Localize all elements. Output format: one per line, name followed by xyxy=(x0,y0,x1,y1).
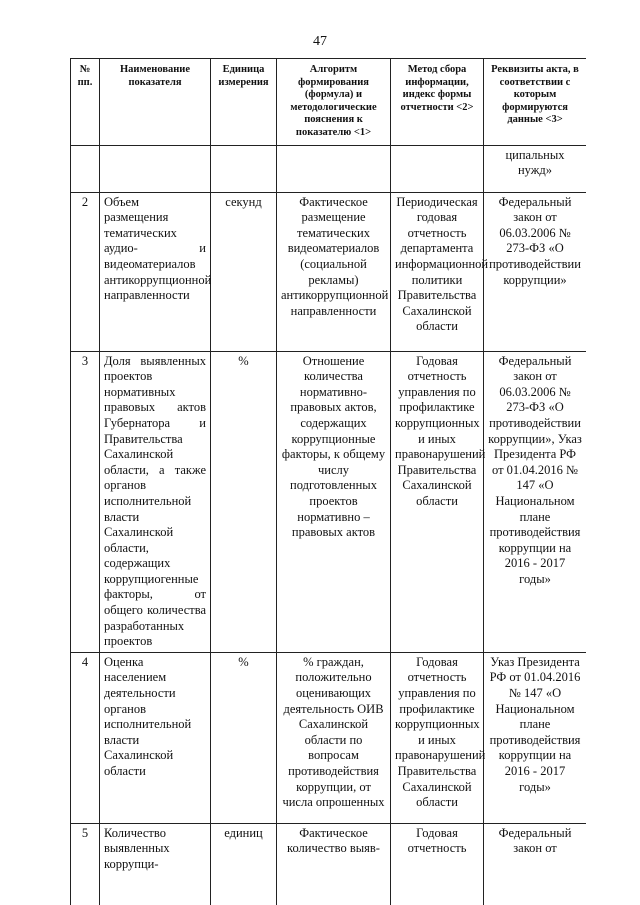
cell-indicator-name: Оценка населением деятельности органов исполнительной власти Сахалинской области xyxy=(100,652,211,823)
cell-number: 5 xyxy=(71,823,100,905)
header-number: № пп. xyxy=(71,59,100,146)
cell-algorithm: % граждан, положительно оценивающих деятельность ОИВ Сахалинской области по вопросам противодействия коррупции, от числа опрошенных xyxy=(277,652,391,823)
header-collection-method: Метод сбора информации, индекс формы отчетности <2> xyxy=(391,59,484,146)
cell-indicator-name: Объем размещения тематических аудио- и видеоматериалов антикоррупционной направленности xyxy=(100,192,211,351)
cell-algorithm: Фактическое размещение тематических видеоматериалов (социальной рекламы) антикоррупционной направленности xyxy=(277,192,391,351)
table-row xyxy=(71,351,587,652)
header-act-details: Реквизиты акта, в соответствии с которым формируются данные <3> xyxy=(484,59,587,146)
cell-number: 2 xyxy=(71,192,100,351)
indicator-table xyxy=(70,58,586,905)
table-row xyxy=(71,652,587,823)
cell-act-details: ципальных нужд» xyxy=(484,145,587,192)
table-row xyxy=(71,823,587,905)
cell-unit xyxy=(211,145,277,192)
header-indicator-name: Наименование показателя xyxy=(100,59,211,146)
cell-indicator-name: Доля выявленных проектов нормативных правовых актов Губернатора и Правительства Сахалинской области, а также органов исполнительной власти Сахалинской области, содержащих коррупциогенные факторы, от общего количества разработанных проектов xyxy=(100,351,211,652)
header-algorithm: Алгоритм формирования (формула) и методологические пояснения к показателю <1> xyxy=(277,59,391,146)
cell-number: 4 xyxy=(71,652,100,823)
table-row xyxy=(71,192,587,351)
cell-number: 3 xyxy=(71,351,100,652)
cell-number xyxy=(71,145,100,192)
cell-collection-method: Годовая отчетность управления по профилактике коррупционных и иных правонарушений Правительства Сахалинской области xyxy=(391,351,484,652)
cell-unit: секунд xyxy=(211,192,277,351)
cell-collection-method: Периодическая годовая отчетность департамента информационной политики Правительства Сахалинской области xyxy=(391,192,484,351)
cell-indicator-name: Количество выявленных коррупци- xyxy=(100,823,211,905)
cell-indicator-name xyxy=(100,145,211,192)
cell-algorithm: Отношение количества нормативно-правовых актов, содержащих коррупционные факторы, к общему числу подготовленных проектов нормативно – правовых актов xyxy=(277,351,391,652)
cell-act-details: Федеральный закон от 06.03.2006 № 273-ФЗ «О противодействии коррупции», Указ Президента РФ от 01.04.2016 № 147 «О Национальном плане противодействия коррупции на 2016 - 2017 годы» xyxy=(484,351,587,652)
document-sheet xyxy=(70,58,586,905)
cell-collection-method: Годовая отчетность управления по профилактике коррупционных и иных правонарушений Правительства Сахалинской области xyxy=(391,652,484,823)
cell-collection-method: Годовая отчетность xyxy=(391,823,484,905)
cell-unit: % xyxy=(211,652,277,823)
cell-unit: % xyxy=(211,351,277,652)
cell-collection-method xyxy=(391,145,484,192)
table-row-continued xyxy=(71,145,587,192)
header-unit: Единица измерения xyxy=(211,59,277,146)
page-number: 47 xyxy=(313,34,327,49)
cell-act-details: Указ Президента РФ от 01.04.2016 № 147 «О Национальном плане противодействия коррупции на 2016 - 2017 годы» xyxy=(484,652,587,823)
cell-algorithm xyxy=(277,145,391,192)
cell-algorithm: Фактическое количество выяв- xyxy=(277,823,391,905)
table-header-row xyxy=(71,59,587,146)
cell-unit: единиц xyxy=(211,823,277,905)
cell-act-details: Федеральный закон от 06.03.2006 № 273-ФЗ «О противодействии коррупции» xyxy=(484,192,587,351)
cell-act-details: Федеральный закон от xyxy=(484,823,587,905)
